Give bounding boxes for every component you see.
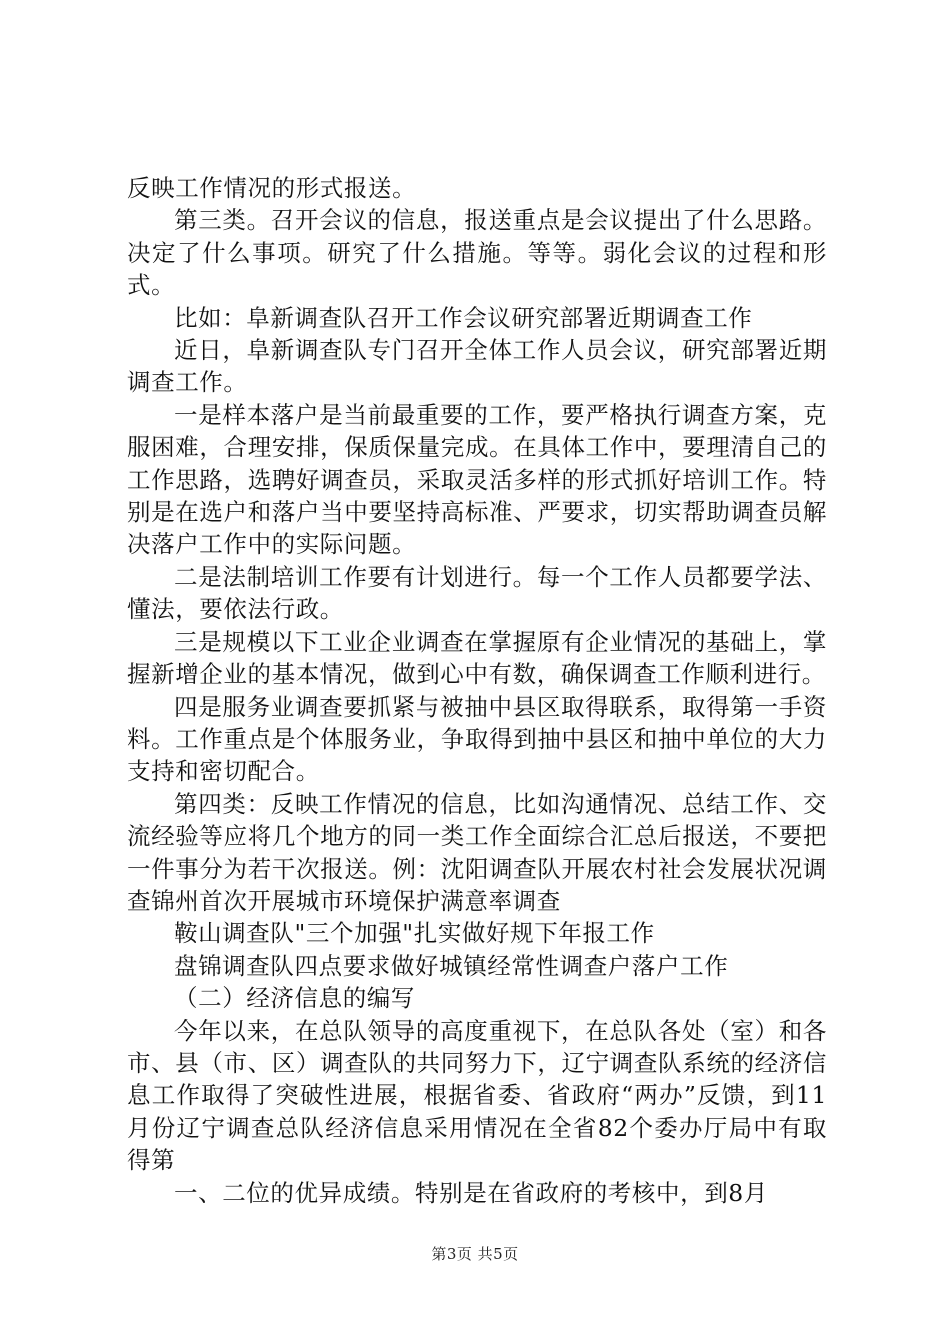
paragraph-economic-info-progress: 今年以来，在总队领导的高度重视下，在总队各处（室）和各市、县（市、区）调查队的共同努力下，辽宁调查队系统的经济信息工作取得了突破性进展，根据省委、省政府“两办”反馈，到11月份辽宁调查总队经济信息采用情况在全省82个委办厅局中有取得第 bbox=[127, 1016, 827, 1175]
paragraph-achievement: 一、二位的优异成绩。特别是在省政府的考核中，到8月 bbox=[174, 1178, 768, 1207]
paragraph-anshan-example: 鞍山调查队"三个加强"扎实做好规下年报工作 bbox=[174, 919, 655, 948]
paragraph-continuation: 反映工作情况的形式报送。 bbox=[127, 174, 417, 202]
paragraph-point-three: 三是规模以下工业企业调查在掌握原有企业情况的基础上，掌握新增企业的基本情况，做到心中有数，确保调查工作顺利进行。 bbox=[127, 627, 827, 689]
paragraph-point-two: 二是法制培训工作要有计划进行。每一个工作人员都要学法、懂法，要依法行政。 bbox=[127, 562, 827, 624]
paragraph-example-intro: 近日，阜新调查队专门召开全体工作人员会议，研究部署近期调查工作。 bbox=[127, 336, 827, 397]
paragraph-point-one: 一是样本落户是当前最重要的工作，要严格执行调查方案，克服困难，合理安排，保质保量完成。在具体工作中，要理清自己的工作思路，选聘好调查员，采取灵活多样的形式抓好培训工作。特别是在选户和落户当中要坚持高标准、严要求，切实帮助调查员解决落户工作中的实际问题。 bbox=[127, 400, 827, 559]
paragraph-category-four: 第四类：反映工作情况的信息，比如沟通情况、总结工作、交流经验等应将几个地方的同一类工作全面综合汇总后报送，不要把一件事分为若干次报送。例：沈阳调查队开展农村社会发展状况调查锦州首次开展城市环境保护满意率调查 bbox=[127, 789, 827, 915]
paragraph-point-four: 四是服务业调查要抓紧与被抽中县区取得联系，取得第一手资料。工作重点是个体服务业，争取得到抽中县区和抽中单位的大力支持和密切配合。 bbox=[127, 692, 827, 786]
document-body bbox=[127, 172, 827, 1209]
paragraph-category-three: 第三类。召开会议的信息，报送重点是会议提出了什么思路。决定了什么事项。研究了什么措施。等等。弱化会议的过程和形式。 bbox=[127, 206, 827, 300]
page-number-footer: 第3页 共5页 bbox=[431, 1245, 519, 1263]
paragraph-panjin-example: 盘锦调查队四点要求做好城镇经常性调查户落户工作 bbox=[174, 951, 729, 980]
section-heading-economic-info: （二）经济信息的编写 bbox=[174, 984, 415, 1013]
paragraph-example-title: 比如：阜新调查队召开工作会议研究部署近期调查工作 bbox=[174, 303, 753, 332]
